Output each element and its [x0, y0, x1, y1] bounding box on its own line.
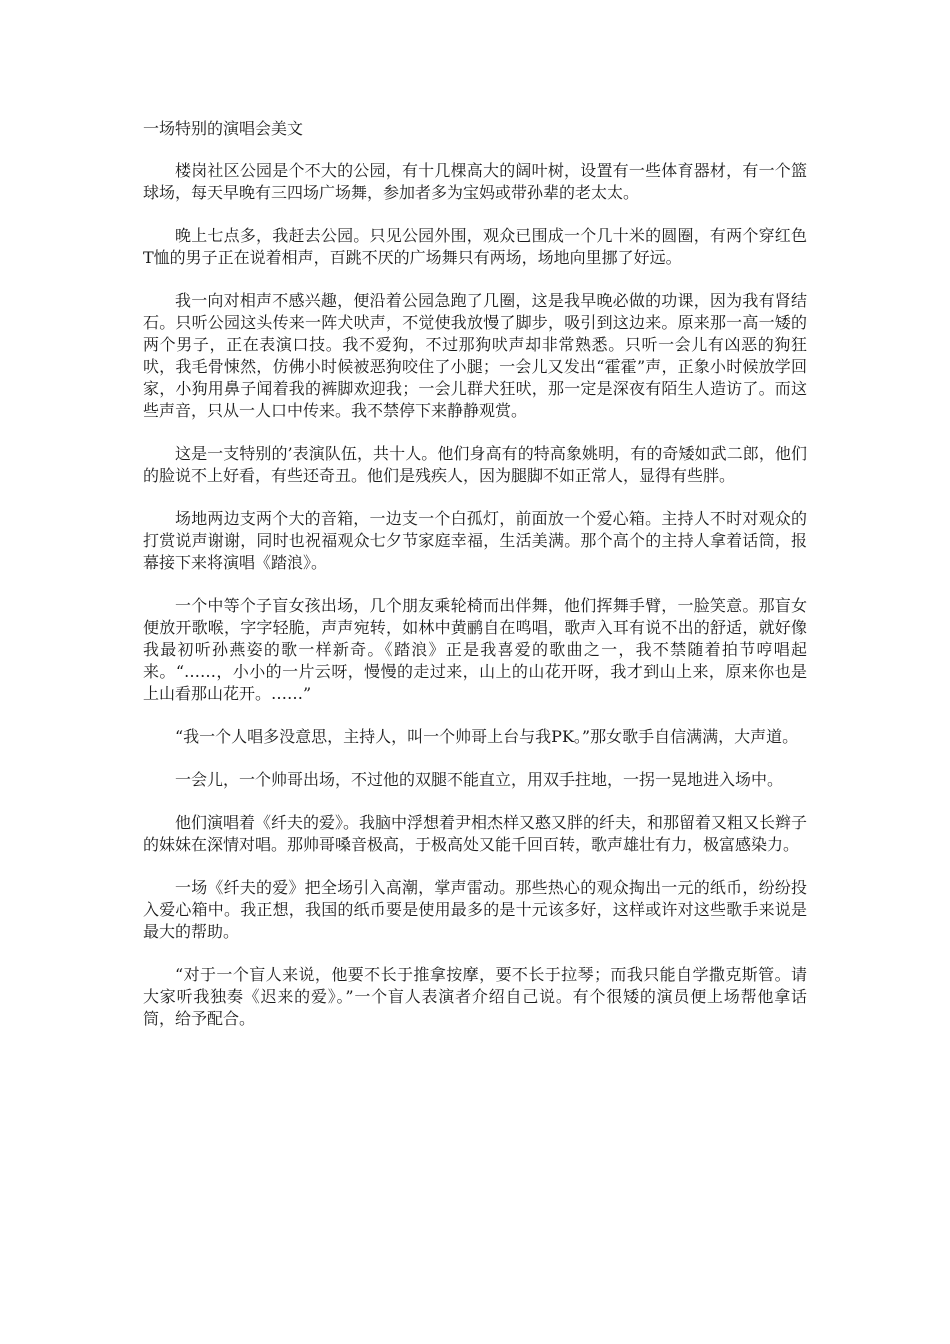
paragraph-1: 楼岗社区公园是个不大的公园，有十几棵高大的阔叶树，设置有一些体育器材，有一个篮球场，每天早晚有三四场广场舞，参加者多为宝妈或带孙辈的老太太。 [143, 161, 807, 202]
paragraph-6: 一个中等个子盲女孩出场，几个朋友乘轮椅而出伴舞，他们挥舞手臂，一脸笑意。那盲女便放开歌喉，字字轻脆，声声宛转，如林中黄鹂自在鸣唱，歌声入耳有说不出的舒适，就好像我最初听孙燕姿的歌一样新奇。《踏浪》正是我喜爱的歌曲之一，我不禁随着拍节哼唱起来。“……，小小的一片云呀，慢慢的走过来，山上的山花开呀，我才到山上来，原来你也是上山看那山花开。……” [143, 596, 807, 703]
paragraph-9: 他们演唱着《纤夫的爱》。我脑中浮想着尹相杰样又憨又胖的纤夫，和那留着又粗又长辫子的妹妹在深情对唱。那帅哥嗓音极高，于极高处又能千回百转，歌声雄壮有力，极富感染力。 [143, 813, 808, 854]
paragraph-4: 这是一支特别的’表演队伍，共十人。他们身高有的特高象姚明，有的奇矮如武二郎，他们的脸说不上好看，有些还奇丑。他们是残疾人，因为腿脚不如正常人，显得有些胖。 [143, 444, 807, 485]
paragraph-8: 一会儿，一个帅哥出场，不过他的双腿不能直立，用双手拄地，一拐一晃地进入场中。 [175, 770, 784, 789]
paragraph-2: 晚上七点多，我赶去公园。只见公园外围，观众已围成一个几十米的圆圈，有两个穿红色T恤的男子正在说着相声，百跳不厌的广场舞只有两场，场地向里挪了好远。 [143, 226, 807, 267]
paragraph-3: 我一向对相声不感兴趣，便沿着公园急跑了几圈，这是我早晚必做的功课，因为我有肾结石。只听公园这头传来一阵犬吠声，不觉使我放慢了脚步，吸引到这边来。原来那一高一矮的两个男子，正在表演口技。我不爱狗，不过那狗吠声却非常熟悉。只听一会儿有凶恶的狗狂吠，我毛骨悚然，仿佛小时候被恶狗咬住了小腿；一会儿又发出“霍霍”声，正象小时候放学回家，小狗用鼻子闻着我的裤脚欢迎我；一会儿群犬狂吠，那一定是深夜有陌生人造访了。而这些声音，只从一人口中传来。我不禁停下来静静观赏。 [143, 291, 807, 420]
paragraph-11: “对于一个盲人来说，他要不长于推拿按摩，要不长于拉琴；而我只能自学撒克斯管。请大家听我独奏《迟来的爱》。”一个盲人表演者介绍自己说。有个很矮的演员便上场帮他拿话筒，给予配合。 [143, 965, 807, 1028]
document-title: 一场特别的演唱会美文 [143, 119, 304, 138]
document-page [143, 118, 807, 1051]
paragraph-10: 一场《纤夫的爱》把全场引入高潮，掌声雷动。那些热心的观众掏出一元的纸币，纷纷投入爱心箱中。我正想，我国的纸币要是使用最多的是十元该多好，这样或许对这些歌手来说是最大的帮助。 [143, 878, 807, 941]
paragraph-5: 场地两边支两个大的音箱，一边支一个白孤灯，前面放一个爱心箱。主持人不时对观众的打赏说声谢谢，同时也祝福观众七夕节家庭幸福，生活美满。那个高个的主持人拿着话筒，报幕接下来将演唱《踏浪》。 [143, 509, 807, 572]
paragraph-7: “我一个人唱多没意思，主持人，叫一个帅哥上台与我PK。”那女歌手自信满满，大声道。 [175, 727, 799, 746]
